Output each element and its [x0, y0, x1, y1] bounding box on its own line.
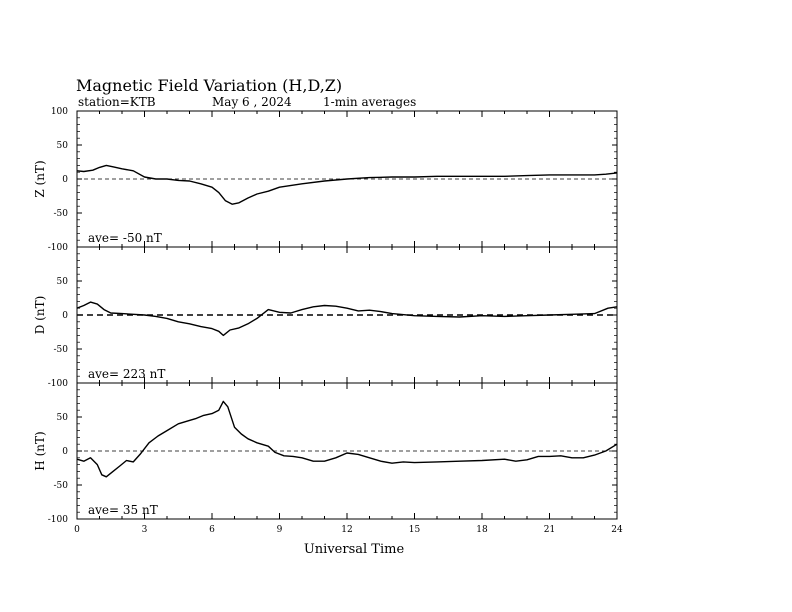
x-tick-label: 21: [543, 525, 556, 535]
y-axis-label-d: D (nT): [33, 295, 47, 335]
y-tick-label: 50: [56, 277, 68, 287]
y-tick-label: -100: [47, 515, 68, 525]
chart-title: Magnetic Field Variation (H,D,Z): [76, 76, 343, 95]
panel-d: [33, 247, 617, 389]
panel-h: [33, 383, 617, 525]
y-tick-label: -100: [47, 379, 68, 389]
series-line-z: [77, 165, 617, 204]
x-axis-label: Universal Time: [303, 542, 405, 557]
series-line-h: [77, 401, 617, 476]
y-tick-label: 50: [56, 141, 68, 151]
panels-group: [33, 107, 617, 525]
y-tick-label: -100: [47, 243, 68, 253]
y-tick-label: 0: [62, 447, 68, 457]
x-tick-label: 0: [74, 525, 80, 535]
average-annotation-d: ave= 223 nT: [88, 367, 166, 381]
y-tick-label: 50: [56, 413, 68, 423]
x-tick-label: 18: [476, 525, 488, 535]
averaging-label: 1-min averages: [323, 95, 417, 109]
x-tick-label: 12: [341, 525, 353, 535]
y-tick-label: -50: [53, 209, 68, 219]
average-annotation-z: ave= -50 nT: [88, 231, 162, 245]
y-tick-label: 100: [50, 107, 68, 117]
y-axis-label-h: H (nT): [33, 431, 47, 471]
panel-z: [33, 107, 617, 253]
x-axis: [74, 525, 623, 535]
x-tick-label: 24: [611, 525, 623, 535]
y-tick-label: -50: [53, 345, 68, 355]
x-tick-label: 9: [276, 525, 283, 535]
series-line-d: [77, 302, 617, 335]
x-tick-label: 6: [209, 525, 215, 535]
station-label: station=KTB: [78, 95, 156, 109]
date-label: May 6 , 2024: [212, 95, 292, 109]
y-axis-label-z: Z (nT): [33, 160, 47, 198]
x-tick-label: 3: [141, 525, 148, 535]
y-tick-label: -50: [53, 481, 68, 491]
average-annotation-h: ave= 35 nT: [88, 503, 158, 517]
x-tick-label: 15: [408, 525, 421, 535]
y-tick-label: 0: [62, 311, 68, 321]
y-tick-label: 0: [62, 175, 68, 185]
